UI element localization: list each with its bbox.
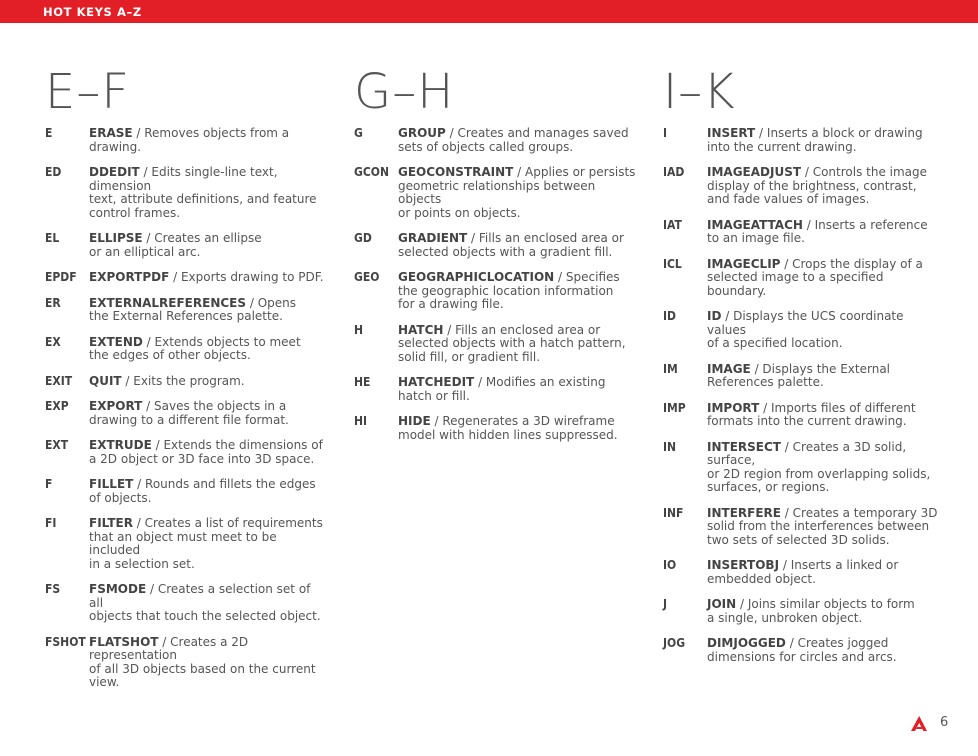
command-name: FILLET xyxy=(89,477,134,491)
command-name: HATCH xyxy=(398,322,444,337)
description-text: / Crops the display of a xyxy=(780,256,923,271)
description-text: / Inserts a block or drawing xyxy=(755,126,923,140)
hotkey-description xyxy=(707,219,951,246)
description-text: / Regenerates a 3D wireframe xyxy=(430,414,615,428)
description-line xyxy=(89,517,333,531)
command-name: EXPORTPDF xyxy=(89,270,170,284)
description-line: embedded object. xyxy=(707,571,816,586)
description-text: / Displays the UCS coordinate xyxy=(721,309,904,323)
hotkey-description xyxy=(89,297,333,324)
description-line: or points on objects. xyxy=(398,205,521,220)
description-text: / Extends objects to meet xyxy=(142,334,301,349)
description-line xyxy=(398,324,642,338)
description-text: / Applies or persists xyxy=(513,165,636,179)
command-name: DIMJOGGED xyxy=(707,636,786,650)
hotkey-entry xyxy=(43,478,333,505)
hotkey-entry xyxy=(43,336,333,363)
description-line: geometric relationships between xyxy=(398,178,596,193)
column-heading: G–H xyxy=(354,64,455,120)
entry-list xyxy=(43,127,333,690)
description-line: that an object must meet to be xyxy=(89,529,277,544)
command-name: EXTEND xyxy=(89,334,143,349)
description-line: of objects. xyxy=(89,490,152,505)
hotkey-entry xyxy=(352,232,642,259)
hotkey-entry xyxy=(43,583,333,624)
hotkey-description xyxy=(398,324,642,365)
description-line: solid from the interferences between xyxy=(707,519,930,533)
hotkey-entry xyxy=(43,375,333,389)
column-heading: I–K xyxy=(663,64,736,120)
description-line xyxy=(89,166,333,180)
hotkey-entry xyxy=(352,127,642,154)
description-line: solid fill, or gradient fill. xyxy=(398,349,541,364)
column-e-f xyxy=(43,65,333,702)
description-line: objects xyxy=(398,192,442,206)
hotkey-entry xyxy=(43,127,333,154)
description-line: boundary. xyxy=(707,283,767,298)
hotkey-description xyxy=(89,336,333,363)
command-name: HATCHEDIT xyxy=(398,375,475,389)
hotkey-description xyxy=(89,166,333,220)
hotkey-shortcut: IN xyxy=(663,439,677,454)
command-name: FLATSHOT xyxy=(89,634,159,649)
description-line xyxy=(707,166,951,180)
description-line: text, attribute definitions, and feature xyxy=(89,192,317,206)
column-g-h xyxy=(352,65,642,454)
hotkey-description xyxy=(398,127,642,154)
description-line xyxy=(89,583,333,597)
description-line xyxy=(707,127,951,141)
description-line: the edges of other objects. xyxy=(89,348,251,362)
description-line xyxy=(89,478,333,492)
description-line: of a specified location. xyxy=(707,336,843,350)
description-line xyxy=(707,258,951,272)
description-line xyxy=(707,310,951,324)
hotkey-entry xyxy=(661,559,951,586)
hotkey-description xyxy=(398,166,642,220)
description-line: drawing to a different file format. xyxy=(89,412,289,427)
description-line: representation xyxy=(89,648,178,662)
description-line xyxy=(89,271,333,285)
description-line xyxy=(707,219,951,233)
description-line: selected image to a specified xyxy=(707,270,884,284)
hotkey-description xyxy=(89,478,333,505)
description-line: selected objects with a hatch pattern, xyxy=(398,336,626,350)
description-line: control frames. xyxy=(89,205,181,220)
description-line xyxy=(398,415,642,429)
command-name: EXTRUDE xyxy=(89,438,152,452)
description-line: into the current drawing. xyxy=(707,139,857,154)
description-line xyxy=(707,402,951,416)
description-text: / Joins similar objects to form xyxy=(736,597,915,611)
description-line: included xyxy=(89,543,141,557)
description-line: and fade values of images. xyxy=(707,192,870,206)
hotkey-description xyxy=(707,166,951,207)
command-name: ID xyxy=(707,309,722,323)
hotkey-shortcut: EX xyxy=(45,334,61,349)
description-line xyxy=(707,637,951,651)
description-text: / Imports files of different xyxy=(759,400,916,415)
description-line: dimensions for circles and arcs. xyxy=(707,649,897,664)
hotkey-entry xyxy=(43,636,333,690)
description-text: / Creates an ellipse xyxy=(142,231,262,245)
description-line xyxy=(707,598,951,612)
command-name: FILTER xyxy=(89,516,133,530)
column-i-k xyxy=(661,65,951,676)
description-text: / Exits the program. xyxy=(121,373,245,388)
hotkey-shortcut: HI xyxy=(354,414,368,428)
hotkey-description xyxy=(707,363,951,390)
hotkey-entry xyxy=(352,324,642,365)
hotkey-description xyxy=(707,559,951,586)
description-line: dimension xyxy=(89,178,152,193)
hotkey-description xyxy=(707,127,951,154)
description-text: / Rounds and fillets the edges xyxy=(133,477,316,491)
hotkey-description xyxy=(398,415,642,442)
header-bar xyxy=(0,0,978,23)
description-text: / Controls the image xyxy=(801,165,928,179)
hotkey-entry xyxy=(661,363,951,390)
hotkey-shortcut: IAD xyxy=(663,165,685,179)
description-line xyxy=(707,559,951,573)
hotkey-description xyxy=(89,439,333,466)
command-name: DDEDIT xyxy=(89,165,140,179)
description-line xyxy=(89,439,333,453)
description-line xyxy=(89,297,333,311)
command-name: QUIT xyxy=(89,373,122,388)
hotkey-description xyxy=(707,507,951,548)
hotkey-shortcut: ER xyxy=(45,295,61,310)
hotkey-description xyxy=(707,637,951,664)
hotkey-description xyxy=(707,258,951,299)
hotkey-shortcut: J xyxy=(663,597,668,611)
hotkey-entry xyxy=(352,415,642,442)
description-line: all xyxy=(89,595,104,610)
hotkey-entry xyxy=(661,166,951,207)
description-line: of all 3D objects based on the current xyxy=(89,661,316,676)
hotkey-entry xyxy=(43,166,333,220)
description-line xyxy=(707,507,951,521)
description-text: / Opens xyxy=(246,295,296,310)
hotkey-entry xyxy=(661,637,951,664)
hotkey-entry xyxy=(352,376,642,403)
description-line xyxy=(707,363,951,377)
command-name: EXPORT xyxy=(89,399,143,413)
command-name: GROUP xyxy=(398,126,446,140)
description-line xyxy=(398,376,642,390)
hotkey-entry xyxy=(43,517,333,571)
hotkey-description xyxy=(707,598,951,625)
command-name: IMAGE xyxy=(707,361,751,376)
hotkey-shortcut: EXIT xyxy=(45,373,73,388)
command-name: GEOCONSTRAINT xyxy=(398,165,514,179)
hotkey-description xyxy=(89,127,333,154)
entry-list xyxy=(352,127,642,442)
hotkey-entry xyxy=(661,441,951,495)
hotkey-entry xyxy=(661,507,951,548)
description-text: / Exports drawing to PDF. xyxy=(169,270,324,284)
command-name: ERASE xyxy=(89,126,133,140)
description-text: / Creates a 3D solid, xyxy=(780,439,907,454)
hotkey-description xyxy=(707,441,951,495)
command-name: ELLIPSE xyxy=(89,231,143,245)
description-line xyxy=(398,127,642,141)
description-line xyxy=(398,232,642,246)
description-line: display of the brightness, contrast, xyxy=(707,178,917,193)
description-line xyxy=(89,400,333,414)
hotkey-description xyxy=(89,271,333,285)
description-line: model with hidden lines suppressed. xyxy=(398,427,618,442)
command-name: GEOGRAPHICLOCATION xyxy=(398,270,555,284)
hotkey-entry xyxy=(661,219,951,246)
description-line: sets of objects called groups. xyxy=(398,139,574,154)
command-name: INTERSECT xyxy=(707,439,781,454)
description-line: the External References palette. xyxy=(89,309,283,323)
hotkey-shortcut: EXP xyxy=(45,399,69,413)
description-line: drawing. xyxy=(89,139,142,154)
hotkey-shortcut: FI xyxy=(45,516,57,530)
hotkey-shortcut: FS xyxy=(45,582,61,596)
description-line: surfaces, or regions. xyxy=(707,480,830,494)
command-name: JOIN xyxy=(707,597,737,611)
description-line: values xyxy=(707,322,747,337)
description-text: / Creates a 2D xyxy=(158,634,249,649)
description-line: formats into the current drawing. xyxy=(707,414,907,428)
description-text: / Inserts a linked or xyxy=(779,558,899,572)
description-line xyxy=(707,441,951,455)
description-text: / Edits single-line text, xyxy=(139,165,278,179)
description-line: a single, unbroken object. xyxy=(707,610,863,625)
hotkey-shortcut: G xyxy=(354,126,363,140)
entry-list xyxy=(661,127,951,664)
hotkey-entry xyxy=(43,297,333,324)
hotkey-shortcut: JOG xyxy=(663,636,686,650)
hotkey-shortcut: EXT xyxy=(45,438,69,452)
autodesk-a-logo-icon xyxy=(911,716,927,731)
description-line: the geographic location information xyxy=(398,283,614,298)
command-name: INSERTOBJ xyxy=(707,558,780,572)
description-line: hatch or fill. xyxy=(398,388,470,403)
hotkey-shortcut: ED xyxy=(45,165,62,179)
hotkey-shortcut: IAT xyxy=(663,217,682,232)
hotkey-shortcut: IMP xyxy=(663,400,686,415)
hotkey-shortcut: I xyxy=(663,126,668,140)
hotkey-shortcut: IM xyxy=(663,361,678,376)
description-line xyxy=(398,271,642,285)
description-text: / Removes objects from a xyxy=(132,126,290,140)
description-text: / Creates jogged xyxy=(785,636,889,650)
description-line: in a selection set. xyxy=(89,556,195,571)
hotkey-description xyxy=(398,271,642,312)
description-line: or 2D region from overlapping solids, xyxy=(707,466,931,481)
hotkey-shortcut: INF xyxy=(663,505,684,520)
description-line: two sets of selected 3D solids. xyxy=(707,532,890,547)
description-line: a 2D object or 3D face into 3D space. xyxy=(89,451,315,466)
hotkey-shortcut: GCON xyxy=(354,165,389,179)
hotkey-description xyxy=(707,310,951,351)
hotkey-shortcut: ICL xyxy=(663,256,682,271)
column-heading: E–F xyxy=(45,64,130,120)
hotkey-shortcut: EL xyxy=(45,231,60,245)
hotkey-shortcut: H xyxy=(354,322,364,337)
hotkey-entry xyxy=(352,166,642,220)
hotkey-description xyxy=(89,583,333,624)
hotkey-shortcut: HE xyxy=(354,375,371,389)
description-text: / Saves the objects in a xyxy=(142,399,287,413)
hotkey-shortcut: FSHOT xyxy=(45,634,86,649)
description-text: / Fills an enclosed area or xyxy=(467,231,624,245)
hotkey-shortcut: GEO xyxy=(354,270,380,284)
hotkey-shortcut: E xyxy=(45,126,53,140)
command-name: HIDE xyxy=(398,414,431,428)
command-name: GRADIENT xyxy=(398,231,468,245)
command-name: IMAGEADJUST xyxy=(707,165,802,179)
hotkey-entry xyxy=(661,258,951,299)
description-line xyxy=(398,166,642,180)
hotkey-shortcut: GD xyxy=(354,231,372,245)
description-line xyxy=(89,232,333,246)
description-line xyxy=(89,636,333,650)
command-name: FSMODE xyxy=(89,582,147,596)
description-line: or an elliptical arc. xyxy=(89,244,201,259)
hotkey-description xyxy=(398,376,642,403)
description-text: / Creates a list of requirements xyxy=(132,516,323,530)
hotkey-description xyxy=(89,636,333,690)
hotkey-shortcut: F xyxy=(45,477,53,491)
hotkey-shortcut: IO xyxy=(663,558,677,572)
description-text: / Modifies an existing xyxy=(474,375,606,389)
hotkey-description xyxy=(89,400,333,427)
hotkey-description xyxy=(89,375,333,389)
hotkey-entry xyxy=(43,400,333,427)
description-text: / Specifies xyxy=(554,270,620,284)
header-title: HOT KEYS A–Z xyxy=(43,5,142,19)
description-line: view. xyxy=(89,675,120,689)
description-line xyxy=(89,336,333,350)
hotkey-entry xyxy=(43,439,333,466)
hotkey-entry xyxy=(352,271,642,312)
hotkey-entry xyxy=(43,271,333,285)
description-line: surface, xyxy=(707,453,756,467)
hotkey-entry xyxy=(661,127,951,154)
hotkey-entry xyxy=(661,598,951,625)
hotkey-description xyxy=(707,402,951,429)
description-line: objects that touch the selected object. xyxy=(89,609,321,623)
hotkey-description xyxy=(89,232,333,259)
description-text: / Displays the External xyxy=(750,361,891,376)
hotkey-entry xyxy=(661,402,951,429)
description-text: / Creates a temporary 3D xyxy=(780,505,938,520)
description-text: / Inserts a reference xyxy=(802,217,928,232)
hotkey-shortcut: ID xyxy=(663,309,676,323)
command-name: EXTERNALREFERENCES xyxy=(89,295,247,310)
description-line xyxy=(89,375,333,389)
description-text: / Creates and manages saved xyxy=(445,126,629,140)
command-name: IMAGECLIP xyxy=(707,256,781,271)
description-line: to an image file. xyxy=(707,231,805,245)
hotkey-entry xyxy=(661,310,951,351)
page-number: 6 xyxy=(940,715,949,730)
description-line: selected objects with a gradient fill. xyxy=(398,244,613,259)
description-line: for a drawing file. xyxy=(398,297,504,311)
hotkey-description xyxy=(398,232,642,259)
hotkey-entry xyxy=(43,232,333,259)
command-name: INSERT xyxy=(707,126,756,140)
command-name: IMPORT xyxy=(707,400,760,415)
description-line xyxy=(89,127,333,141)
command-name: INTERFERE xyxy=(707,505,781,520)
command-name: IMAGEATTACH xyxy=(707,217,803,232)
hotkey-shortcut: EPDF xyxy=(45,270,77,284)
description-text: / Fills an enclosed area or xyxy=(443,322,601,337)
description-text: / Creates a selection set of xyxy=(146,582,311,596)
hotkey-description xyxy=(89,517,333,571)
description-line: References palette. xyxy=(707,375,824,389)
description-text: / Extends the dimensions of xyxy=(151,438,323,452)
